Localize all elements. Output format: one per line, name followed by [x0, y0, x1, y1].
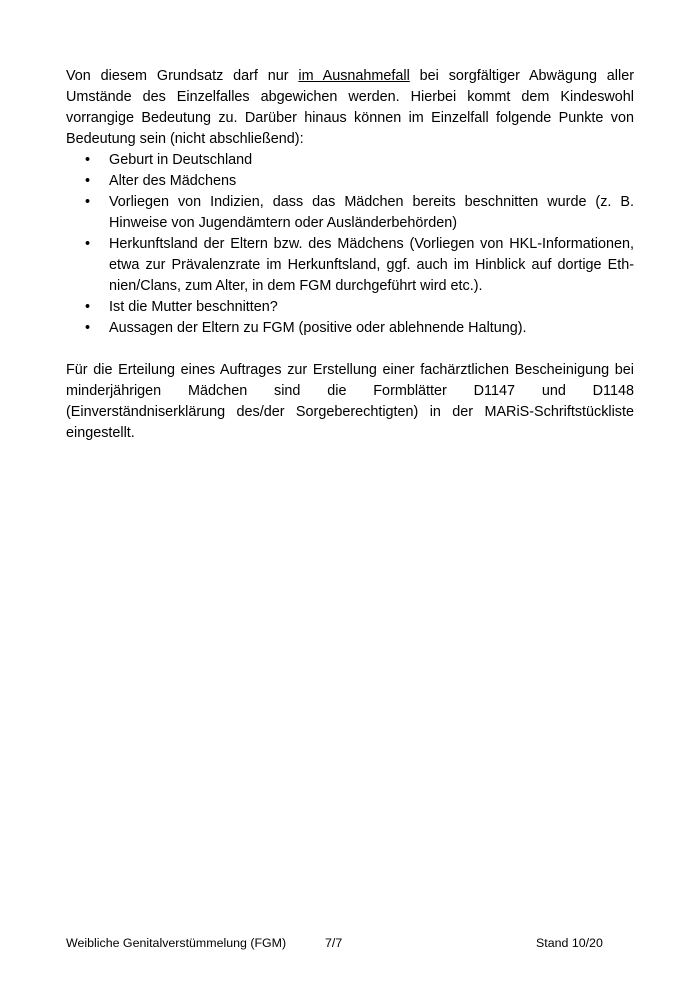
intro-paragraph [66, 66, 634, 150]
bullet-icon: • [85, 299, 91, 315]
bullet-icon: • [85, 236, 91, 252]
list-item-text: Aussagen der Eltern zu FGM (positive oder ablehnende Haltung). [109, 320, 527, 336]
bullet-icon: • [85, 320, 91, 336]
list-item-text: Alter des Mädchens [109, 173, 237, 189]
footer-page-number: 7/7 [325, 936, 343, 950]
footer-document-title: Weibliche Genitalverstümmelung (FGM) [66, 936, 287, 950]
intro-text-before: Von diesem Grundsatz darf nur [66, 68, 299, 84]
page-footer [66, 934, 634, 952]
list-item [66, 150, 634, 171]
criteria-list [66, 150, 634, 339]
footer-status-date: Stand 10/20 [536, 936, 603, 950]
list-item-text: Herkunftsland der Eltern bzw. des Mädchens (Vorliegen von HKL-Informationen, etwa zur Prävalenzrate im Herkunftsland, ggf. auch im Hinblick auf dortige Ethnien/Clans, zum Alter, in dem FGM durchgeführt wird etc.). [109, 236, 634, 294]
list-item [66, 318, 634, 339]
list-item-text: Geburt in Deutschland [109, 152, 253, 168]
list-item-text: Vorliegen von Indizien, dass das Mädchen bereits beschnitten wurde (z. B. Hinweise von Jugendämtern oder Ausländerbehörden) [109, 194, 634, 231]
list-item [66, 234, 634, 297]
document-body [66, 66, 634, 444]
intro-emphasis: im Ausnahmefall [298, 68, 410, 84]
list-item-text: Ist die Mutter beschnitten? [109, 299, 278, 315]
bullet-icon: • [85, 194, 91, 210]
bullet-icon: • [85, 152, 91, 168]
intro-text-after: bei sorgfältiger Abwägung aller Umstände des Einzelfalles abgewichen werden. Hierbei kommt dem Kindeswohl vorrangige Bedeutung zu. Darüber hinaus können im Einzelfall folgende Punkte von Bedeutung sein (nicht abschließend): [66, 68, 634, 147]
list-item [66, 192, 634, 234]
list-item [66, 297, 634, 318]
closing-paragraph: Für die Erteilung eines Auftrages zur Erstellung einer fachärztlichen Bescheinigung bei minderjährigen Mädchen sind die Formblätter D1147 und D1148 (Einverständniserklärung des/der Sorgeberechtigten) in der MARiS-Schriftstückliste eingestellt. [66, 362, 634, 441]
list-item [66, 171, 634, 192]
bullet-icon: • [85, 173, 91, 189]
